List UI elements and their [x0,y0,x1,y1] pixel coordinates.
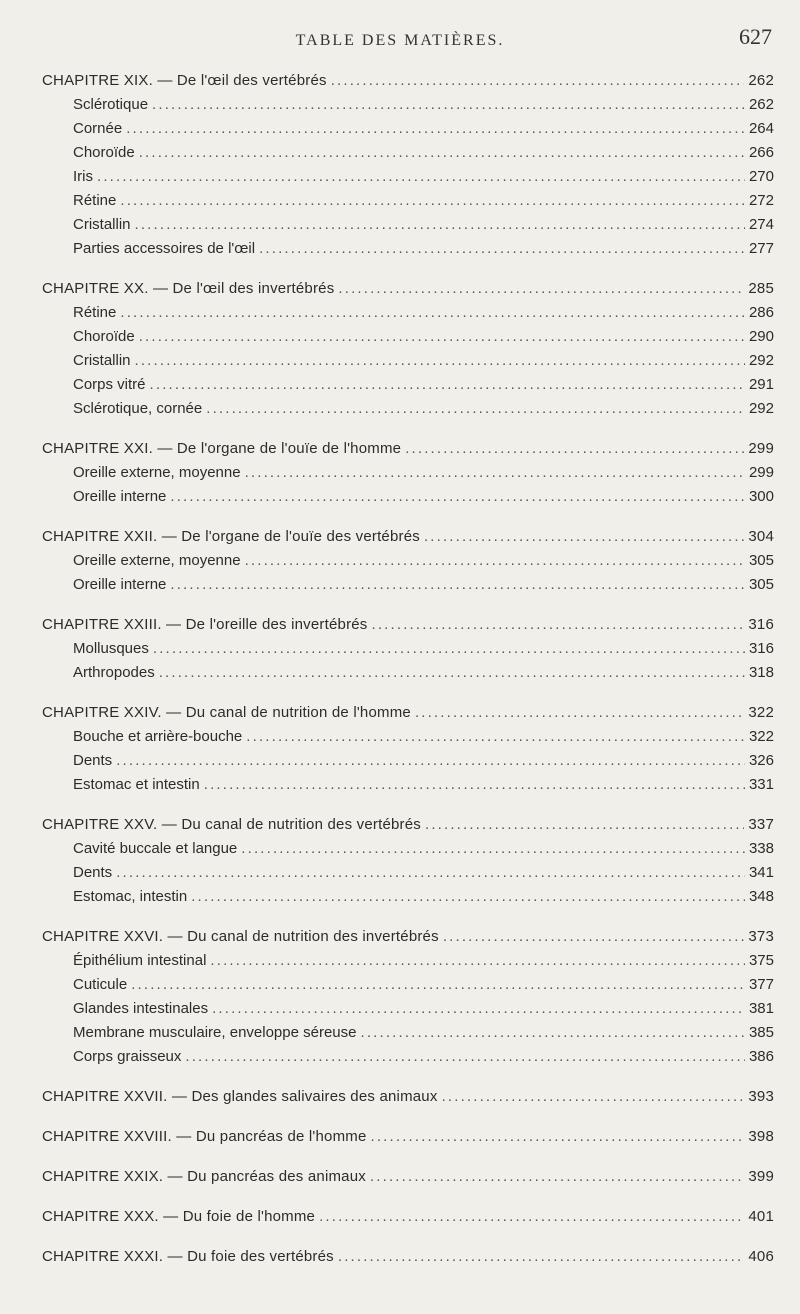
chapter-block [0,440,800,512]
entry-label: Oreille interne [73,576,167,593]
dot-leader [97,168,745,185]
entry-page-number: 375 [748,952,774,969]
dot-leader [206,400,745,417]
entry-label: Oreille externe, moyenne [73,552,241,569]
dot-leader [415,704,744,721]
entry-page-number: 341 [748,864,774,881]
toc-entry [0,976,800,1000]
entry-label: Corps graisseux [73,1048,182,1065]
chapter-heading [0,528,800,552]
chapter-block [0,1248,800,1272]
entry-label: Mollusques [73,640,149,657]
entry-label: Corps vitré [73,376,146,393]
entry-page-number: 348 [748,888,774,905]
toc-entry [0,728,800,752]
chapter-page-number: 398 [748,1128,774,1145]
chapter-heading [0,928,800,952]
entry-page-number: 266 [748,144,774,161]
entry-page-number: 262 [748,96,774,113]
entry-page-number: 264 [748,120,774,137]
entry-label: Cristallin [73,216,131,233]
dot-leader [245,552,745,569]
entry-label: Épithélium intestinal [73,952,207,969]
toc-entry [0,168,800,192]
entry-label: Cuticule [73,976,128,993]
entry-label: Oreille interne [73,488,167,505]
entry-label: Bouche et arrière-bouche [73,728,243,745]
dot-leader [126,120,745,137]
dot-leader [150,376,745,393]
entry-label: Dents [73,864,113,881]
toc-entry [0,1024,800,1048]
entry-page-number: 272 [748,192,774,209]
chapter-title: CHAPITRE XXVIII. — Du pancréas de l'homme [42,1128,367,1145]
dot-leader [191,888,745,905]
chapter-page-number: 337 [748,816,774,833]
entry-page-number: 386 [748,1048,774,1065]
dot-leader [442,1088,745,1105]
dot-leader [135,216,745,233]
entry-label: Cornée [73,120,123,137]
chapter-title: CHAPITRE XXIX. — Du pancréas des animaux [42,1168,366,1185]
chapter-heading [0,72,800,96]
entry-page-number: 318 [748,664,774,681]
chapter-page-number: 399 [748,1168,774,1185]
chapter-heading [0,1168,800,1192]
dot-leader [405,440,744,457]
dot-leader [372,616,745,633]
page-number: 627 [739,24,772,49]
chapter-title: CHAPITRE XXXI. — Du foie des vertébrés [42,1248,334,1265]
entry-label: Choroïde [73,144,135,161]
entry-label: Glandes intestinales [73,1000,209,1017]
dot-leader [152,96,745,113]
toc-entry [0,1000,800,1024]
chapter-block [0,1208,800,1232]
entry-page-number: 286 [748,304,774,321]
toc-entry [0,464,800,488]
chapter-block [0,616,800,688]
dot-leader [170,488,745,505]
toc-entry [0,664,800,688]
chapter-block [0,1128,800,1152]
chapter-title: CHAPITRE XXI. — De l'organe de l'ouïe de l'homme [42,440,402,457]
toc-entry [0,952,800,976]
chapter-title: CHAPITRE XXV. — Du canal de nutrition des vertébrés [42,816,421,833]
dot-leader [135,352,745,369]
entry-page-number: 316 [748,640,774,657]
toc-entry [0,400,800,424]
entry-page-number: 331 [748,776,774,793]
toc-entry [0,240,800,264]
dot-leader [245,464,745,481]
entry-page-number: 270 [748,168,774,185]
page-header [0,18,800,58]
chapter-page-number: 304 [748,528,774,545]
entry-page-number: 274 [748,216,774,233]
chapter-heading [0,280,800,304]
dot-leader [170,576,745,593]
chapter-title: CHAPITRE XXVI. — Du canal de nutrition des invertébrés [42,928,439,945]
entry-page-number: 326 [748,752,774,769]
entry-label: Iris [73,168,93,185]
chapter-block [0,1168,800,1192]
entry-page-number: 338 [748,840,774,857]
entry-label: Dents [73,752,113,769]
chapter-heading [0,704,800,728]
chapter-page-number: 285 [748,280,774,297]
entry-page-number: 299 [748,464,774,481]
dot-leader [131,976,745,993]
dot-leader [370,1168,744,1185]
entry-page-number: 291 [748,376,774,393]
dot-leader [331,72,745,89]
entry-page-number: 277 [748,240,774,257]
entry-page-number: 305 [748,576,774,593]
entry-label: Membrane musculaire, enveloppe séreuse [73,1024,357,1041]
dot-leader [116,752,745,769]
dot-leader [185,1048,745,1065]
chapter-block [0,280,800,424]
entry-label: Sclérotique, cornée [73,400,203,417]
chapter-title: CHAPITRE XX. — De l'œil des invertébrés [42,280,335,297]
toc-entry [0,352,800,376]
dot-leader [424,528,744,545]
entry-label: Parties accessoires de l'œil [73,240,256,257]
chapter-page-number: 401 [748,1208,774,1225]
chapter-heading [0,440,800,464]
entry-page-number: 292 [748,400,774,417]
entry-page-number: 290 [748,328,774,345]
chapter-title: CHAPITRE XIX. — De l'œil des vertébrés [42,72,327,89]
entry-label: Estomac, intestin [73,888,188,905]
entry-page-number: 305 [748,552,774,569]
entry-label: Sclérotique [73,96,149,113]
dot-leader [246,728,745,745]
entry-page-number: 381 [748,1000,774,1017]
chapter-title: CHAPITRE XXIV. — Du canal de nutrition de l'homme [42,704,411,721]
chapter-block [0,72,800,264]
dot-leader [120,304,745,321]
entry-page-number: 385 [748,1024,774,1041]
toc-entry [0,1048,800,1072]
chapter-heading [0,1088,800,1112]
toc-entry [0,192,800,216]
chapter-page-number: 373 [748,928,774,945]
chapter-page-number: 406 [748,1248,774,1265]
toc-entry [0,328,800,352]
chapter-block [0,816,800,912]
entry-page-number: 322 [748,728,774,745]
entry-label: Rétine [73,304,117,321]
chapter-page-number: 262 [748,72,774,89]
toc-entry [0,864,800,888]
chapter-block [0,704,800,800]
chapter-heading [0,1248,800,1272]
toc-entry [0,752,800,776]
dot-leader [212,1000,745,1017]
chapter-page-number: 299 [748,440,774,457]
dot-leader [204,776,745,793]
entry-label: Choroïde [73,328,135,345]
chapter-title: CHAPITRE XXX. — Du foie de l'homme [42,1208,316,1225]
toc-entry [0,640,800,664]
toc-entry [0,776,800,800]
chapter-block [0,1088,800,1112]
entry-page-number: 300 [748,488,774,505]
toc-entry [0,304,800,328]
chapter-page-number: 393 [748,1088,774,1105]
chapter-page-number: 316 [748,616,774,633]
entry-label: Arthropodes [73,664,155,681]
toc-entry [0,144,800,168]
dot-leader [259,240,745,257]
toc-entry [0,96,800,120]
toc-entry [0,488,800,512]
toc-entry [0,216,800,240]
dot-leader [319,1208,744,1225]
entry-page-number: 377 [748,976,774,993]
chapter-heading [0,616,800,640]
dot-leader [425,816,744,833]
chapter-page-number: 322 [748,704,774,721]
dot-leader [338,1248,744,1265]
dot-leader [371,1128,745,1145]
chapter-title: CHAPITRE XXIII. — De l'oreille des invertébrés [42,616,368,633]
entry-label: Estomac et intestin [73,776,200,793]
dot-leader [241,840,745,857]
toc-entry [0,576,800,600]
chapter-heading [0,1128,800,1152]
dot-leader [120,192,745,209]
entry-page-number: 292 [748,352,774,369]
dot-leader [360,1024,744,1041]
dot-leader [338,280,744,297]
dot-leader [153,640,745,657]
toc-entry [0,840,800,864]
dot-leader [159,664,745,681]
dot-leader [139,144,745,161]
chapter-title: CHAPITRE XXVII. — Des glandes salivaires des animaux [42,1088,438,1105]
dot-leader [139,328,745,345]
chapter-block [0,928,800,1072]
dot-leader [210,952,745,969]
chapter-title: CHAPITRE XXII. — De l'organe de l'ouïe des vertébrés [42,528,420,545]
toc-entry [0,376,800,400]
dot-leader [116,864,745,881]
running-title: TABLE DES MATIÈRES. [295,32,505,49]
chapter-heading [0,816,800,840]
entry-label: Rétine [73,192,117,209]
toc-entry [0,888,800,912]
entry-label: Oreille externe, moyenne [73,464,241,481]
entry-label: Cristallin [73,352,131,369]
toc-entry [0,120,800,144]
entry-label: Cavité buccale et langue [73,840,238,857]
toc-entry [0,552,800,576]
table-of-contents [0,72,800,1288]
dot-leader [443,928,745,945]
chapter-block [0,528,800,600]
chapter-heading [0,1208,800,1232]
